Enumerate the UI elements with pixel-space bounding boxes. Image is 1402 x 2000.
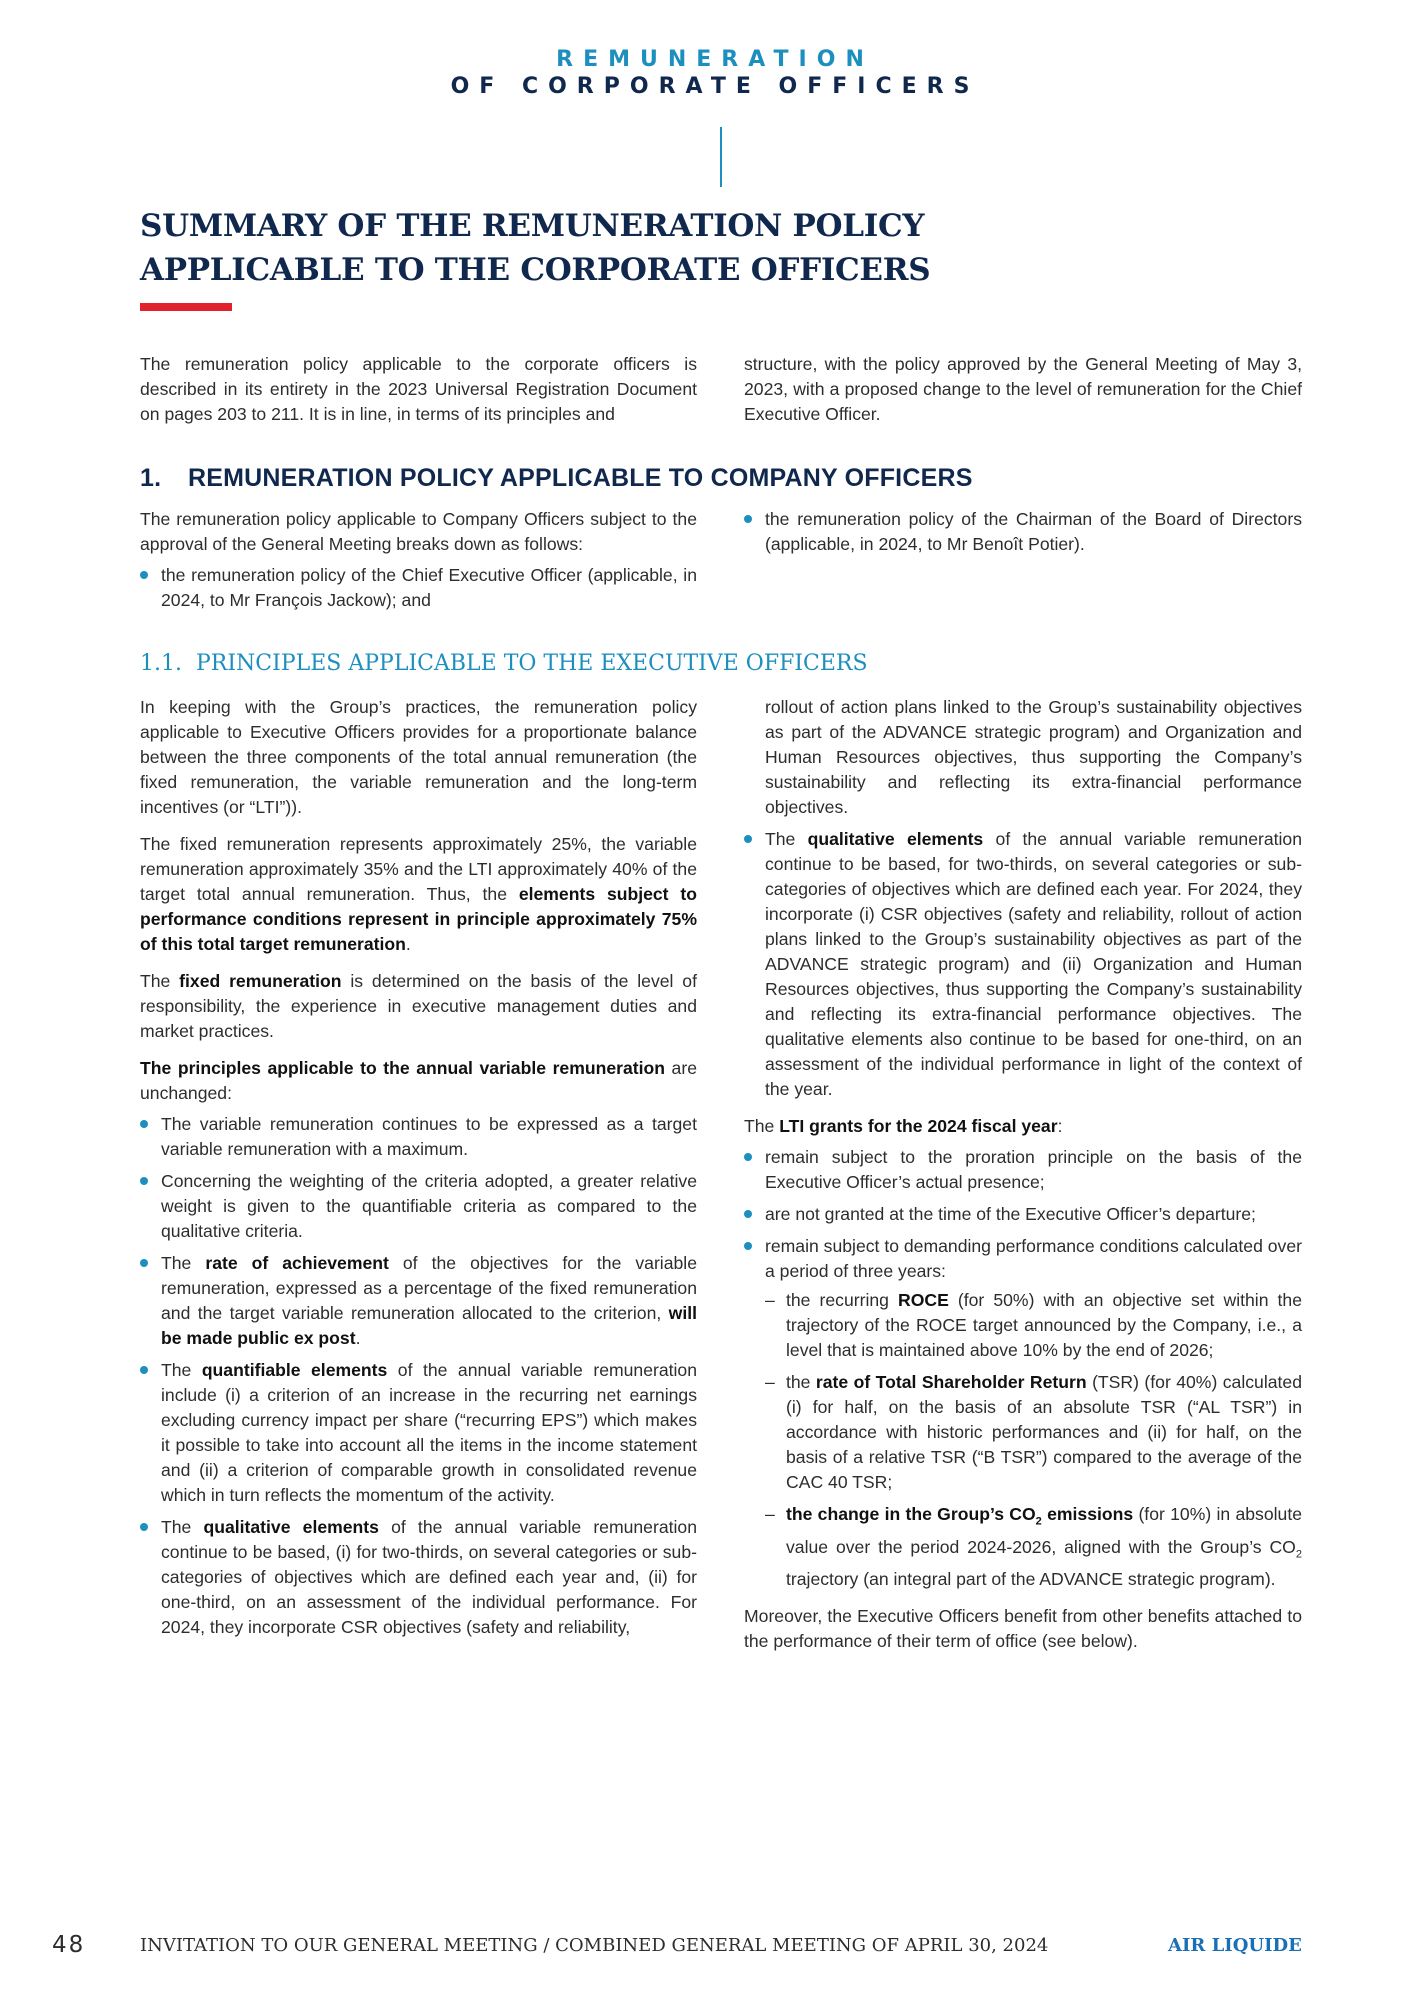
lti-dash-co2: – the change in the Group’s $CO_2$ emissions (for 10%) in absolute value over the period 2024-2026, aligned with the Group’s $CO_2$ trajectory (an integral part of the ADVANCE strategic program).: [765, 1502, 1302, 1592]
section-1-title: REMUNERATION POLICY APPLICABLE TO COMPANY OFFICERS: [188, 464, 973, 492]
header-divider: [720, 127, 722, 187]
intro-right: [744, 352, 1302, 439]
paragraph-balance: In keeping with the Group’s practices, the remuneration policy applicable to Executive Officers provides for a proportionate balance between the three components of the total annual remuneration (the fixed remuneration, the variable remuneration and the long-term incentives (or “LTI”)).: [140, 697, 697, 817]
variable-bullet-2: Concerning the weighting of the criteria adopted, a greater relative weight is given to the quantifiable criteria as compared to the qualitative criteria.: [140, 1169, 697, 1244]
section-1-number: 1.: [140, 464, 162, 492]
variable-bullet-1: The variable remuneration continues to be expressed as a target variable remuneration with a maximum.: [140, 1112, 697, 1162]
section-1-lead: The remuneration policy applicable to Company Officers subject to the approval of the General Meeting breaks down as follows:: [140, 509, 697, 554]
closing-paragraph: Moreover, the Executive Officers benefit from other benefits attached to the performance of their term of office (see below).: [744, 1606, 1302, 1652]
section-1-bullet-1: the remuneration policy of the Chief Executive Officer (applicable, in 2024, to Mr François Jackow); and: [140, 563, 697, 613]
lti-dash-tsr: – the rate of Total Shareholder Return (TSR) (for 40%) calculated (i) for half, on the basis of an absolute TSR (“AL TSR”) in accordance with historic performances and (ii) for half, on the basis of a relative TSR (“B TSR”) compared to the average of the CAC 40 TSR;: [765, 1370, 1302, 1495]
page-title-line-2: APPLICABLE TO THE CORPORATE OFFICERS: [140, 252, 931, 288]
intro-left-text: The remuneration policy applicable to the corporate officers is described in its entirety in the 2023 Universal Registration Document on pages 203 to 211. It is in line, in terms of its principles and: [140, 354, 697, 424]
header-line-1: REMUNERATION: [556, 47, 874, 72]
lti-bullet-1: remain subject to the proration principle on the basis of the Executive Officer’s actual presence;: [744, 1145, 1302, 1195]
section-1-1-heading: [140, 651, 868, 676]
lti-lead: The LTI grants for the 2024 fiscal year:: [744, 1116, 1063, 1136]
title-accent-bar: [140, 303, 232, 311]
variable-bullet-5: The qualitative elements of the annual variable remuneration continue to be based, (i) for two-thirds, on several categories or sub-categories of objectives which are defined each year and, (ii) for one-third, on an assessment of the individual performance. For 2024, they incorporate CSR objectives (safety and reliability,: [140, 1515, 697, 1640]
section-1-right: [744, 507, 1302, 569]
paragraph-principles: The principles applicable to the annual variable remuneration are unchanged:: [140, 1058, 697, 1103]
lti-bullet-3: remain subject to demanding performance conditions calculated over a period of three years: – the recurring ROCE (for 50%) with an objective set within the trajectory of the ROCE target announced by the Company, i.e., a level that is maintained above 10% by the end of 2026; – the rate of Total Shareholder Return (TSR) (for 40%) calculated (i) for half, on the basis of an absolute TSR (“AL TSR”) in accordance with historic performances and (ii) for half, on the basis of a relative TSR (“B TSR”) compared to the average of the CAC 40 TSR; – the change in the Group’s $CO_2$ emissions (for 10%) in absolute value over the period 2024-2026, aligned with the Group’s $CO_2$ trajectory (an integral part of the ADVANCE strategic program).: [744, 1234, 1302, 1592]
section-1-left: [140, 507, 697, 625]
paragraph-fixed: The fixed remuneration is determined on the basis of the level of responsibility, the experience in executive management duties and market practices.: [140, 971, 697, 1041]
variable-bullet-4: The quantifiable elements of the annual variable remuneration include (i) a criterion of an increase in the recurring net earnings excluding currency impact per share (“recurring EPS”) which makes it possible to take into account all the items in the income statement and (ii) a criterion of comparable growth in consolidated revenue which in turn reflects the momentum of the activity.: [140, 1358, 697, 1508]
page-title: [140, 204, 1140, 292]
page-title-line-1: SUMMARY OF THE REMUNERATION POLICY: [140, 208, 925, 244]
lti-dash-roce: – the recurring ROCE (for 50%) with an objective set within the trajectory of the ROCE target announced by the Company, i.e., a level that is maintained above 10% by the end of 2026;: [765, 1288, 1302, 1363]
lti-bullet-2: are not granted at the time of the Executive Officer’s departure;: [744, 1202, 1302, 1227]
continued-text: rollout of action plans linked to the Group’s sustainability objectives as part of the ADVANCE strategic program) and Organization and Human Resources objectives, thus supporting the Company’s sustainability and reflecting its extra-financial performance objectives.: [765, 697, 1302, 817]
body-right-column: [744, 695, 1302, 1666]
section-1-1-number: 1.1.: [140, 651, 182, 676]
intro-right-text: structure, with the policy approved by the General Meeting of May 3, 2023, with a proposed change to the level of remuneration for the Chief Executive Officer.: [744, 354, 1302, 424]
section-1-bullet-2: the remuneration policy of the Chairman of the Board of Directors (applicable, in 2024, to Mr Benoît Potier).: [744, 507, 1302, 557]
header-line-2: OF CORPORATE OFFICERS: [450, 74, 980, 99]
intro-left: [140, 352, 697, 439]
paragraph-weights: The fixed remuneration represents approximately 25%, the variable remuneration approximately 35% and the LTI approximately 40% of the target total annual remuneration. Thus, the elements subject to performance conditions represent in principle approximately 75% of this total target remuneration.: [140, 834, 697, 954]
footer-title: INVITATION TO OUR GENERAL MEETING / COMBINED GENERAL MEETING OF APRIL 30, 2024: [140, 1935, 1049, 1956]
section-1-1-title: PRINCIPLES APPLICABLE TO THE EXECUTIVE OFFICERS: [196, 651, 868, 676]
qualitative-bullet: The qualitative elements of the annual variable remuneration continue to be based, for two-thirds, on several categories or sub-categories of objectives which are defined each year. For 2024, they incorporate (i) CSR objectives (safety and reliability, rollout of action plans linked to the Group’s sustainability objectives as part of the ADVANCE strategic program) and (ii) Organization and Human Resources objectives, thus supporting the Company’s sustainability and reflecting its extra-financial performance objectives. The qualitative elements also continue to be based for one-third, on an assessment of the individual performance in light of the context of the year.: [744, 827, 1302, 1102]
brand-logo-text: AIR LIQUIDE: [1168, 1935, 1302, 1956]
body-left-column: [140, 695, 697, 1652]
section-1-heading: [140, 464, 973, 493]
variable-bullet-3: The rate of achievement of the objectives for the variable remuneration, expressed as a percentage of the fixed remuneration and the target variable remuneration allocated to the criterion, will be made public ex post.: [140, 1251, 697, 1351]
page-number: 48: [52, 1932, 86, 1958]
